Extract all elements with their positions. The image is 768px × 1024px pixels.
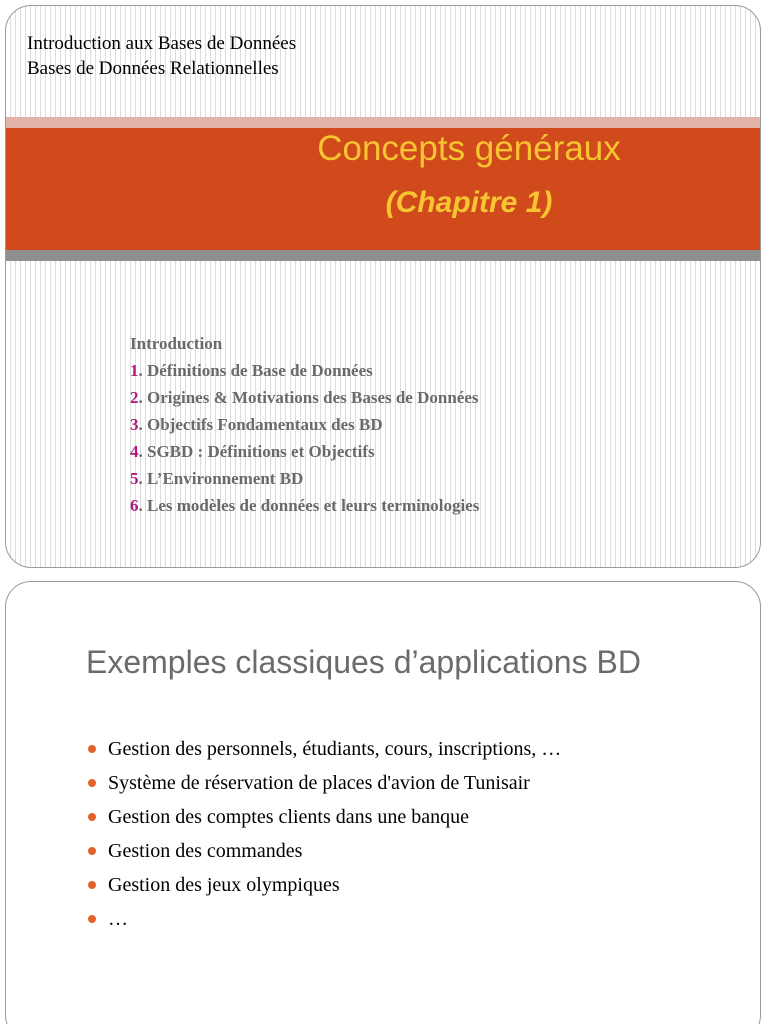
bullet-dot-icon bbox=[88, 847, 96, 855]
toc-item bbox=[130, 438, 479, 465]
list-item bbox=[88, 766, 561, 800]
toc-item-text: . Objectifs Fondamentaux des BD bbox=[138, 415, 383, 434]
toc-item-text: . SGBD : Définitions et Objectifs bbox=[138, 442, 375, 461]
toc-item bbox=[130, 411, 479, 438]
toc-item bbox=[130, 384, 479, 411]
bullet-list bbox=[88, 732, 561, 936]
toc-item-number: 3 bbox=[130, 415, 139, 434]
toc-item bbox=[130, 357, 479, 384]
toc-item bbox=[130, 465, 479, 492]
bullet-dot-icon bbox=[88, 915, 96, 923]
bullet-dot-icon bbox=[88, 813, 96, 821]
toc-item-text: . Définitions de Base de Données bbox=[138, 361, 373, 380]
toc-item-text: . Les modèles de données et leurs terminologies bbox=[138, 496, 480, 515]
list-item bbox=[88, 732, 561, 766]
list-item bbox=[88, 902, 561, 936]
list-item bbox=[88, 834, 561, 868]
bullet-dot-icon bbox=[88, 745, 96, 753]
bullet-dot-icon bbox=[88, 779, 96, 787]
toc-heading: Introduction bbox=[130, 334, 223, 353]
slide-header bbox=[27, 31, 296, 81]
list-item bbox=[88, 868, 561, 902]
toc-item-number: 1 bbox=[130, 361, 139, 380]
toc-item-number: 6 bbox=[130, 496, 139, 515]
header-line-subject: Bases de Données Relationnelles bbox=[27, 58, 279, 79]
list-item bbox=[88, 800, 561, 834]
table-of-contents bbox=[130, 330, 479, 519]
toc-item-number: 4 bbox=[130, 442, 139, 461]
slide-1 bbox=[5, 5, 761, 568]
toc-item-number: 5 bbox=[130, 469, 139, 488]
toc-item-number: 2 bbox=[130, 388, 139, 407]
slide-title: Concepts généraux bbox=[317, 129, 621, 168]
list-item-text: Gestion des commandes bbox=[108, 840, 303, 862]
list-item-text: Système de réservation de places d'avion de Tunisair bbox=[108, 772, 530, 794]
header-line-course: Introduction aux Bases de Données bbox=[27, 33, 297, 54]
toc-item-text: . Origines & Motivations des Bases de Données bbox=[138, 388, 479, 407]
list-item-text: Gestion des comptes clients dans une banque bbox=[108, 806, 470, 828]
toc-item-text: . L’Environnement BD bbox=[138, 469, 304, 488]
bullet-dot-icon bbox=[88, 881, 96, 889]
title-band-top-stripe bbox=[6, 117, 760, 128]
list-item-text: … bbox=[108, 908, 128, 930]
slide-subtitle: (Chapitre 1) bbox=[385, 186, 553, 219]
list-item-text: Gestion des jeux olympiques bbox=[108, 874, 340, 896]
slide-2-title: Exemples classiques d’applications BD bbox=[86, 644, 641, 680]
toc-item bbox=[130, 492, 479, 519]
title-band-bottom-stripe bbox=[6, 250, 760, 261]
list-item-text: Gestion des personnels, étudiants, cours, inscriptions, … bbox=[108, 738, 562, 760]
slide-2 bbox=[5, 581, 761, 1024]
